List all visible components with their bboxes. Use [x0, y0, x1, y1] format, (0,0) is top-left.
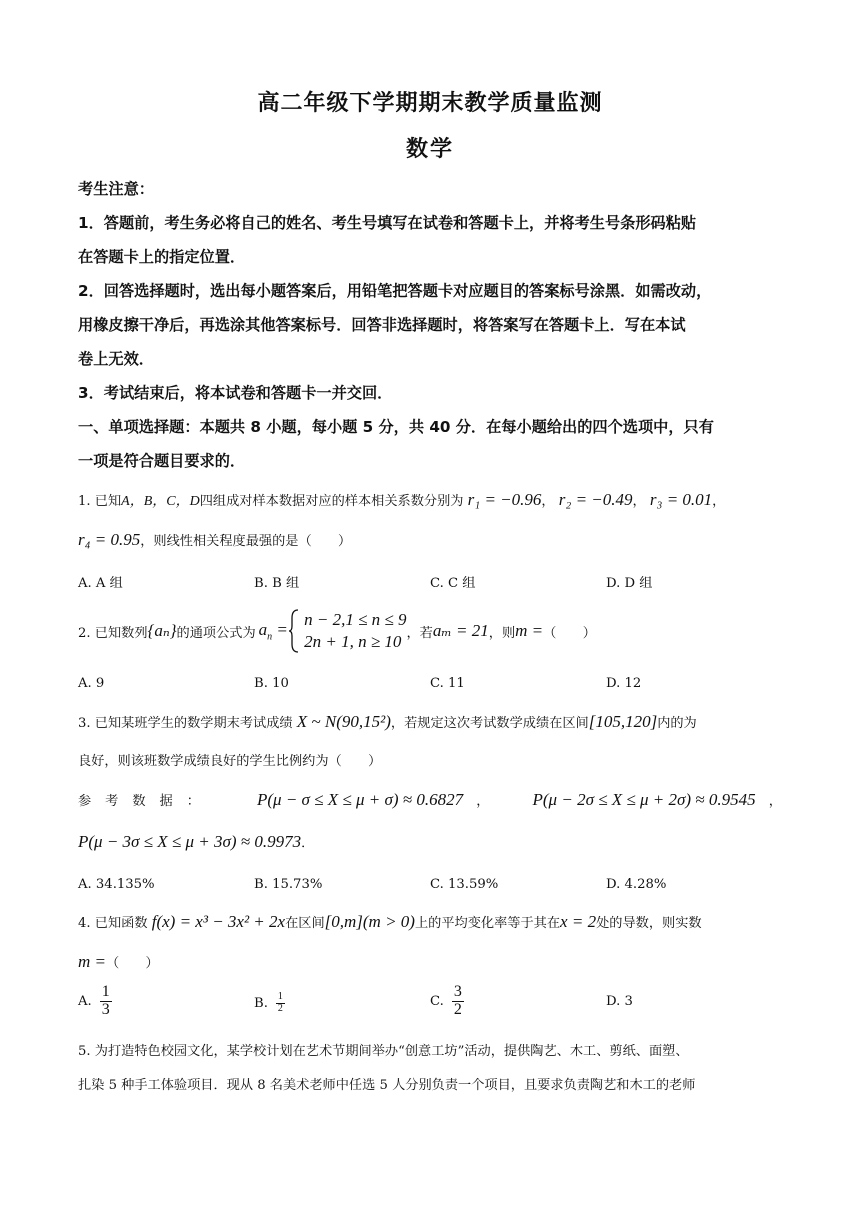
q4-option-d: D. 3 — [606, 994, 633, 1009]
section-1-line-2: 一项是符合题目要求的． — [78, 452, 246, 470]
q2-stem-c: ，若 — [406, 625, 433, 641]
q1-r4: r₄ = 0.95 — [78, 530, 141, 549]
q3-ref-2: P(μ − 2σ ≤ X ≤ μ + 2σ) ≈ 0.9545 — [532, 790, 756, 809]
q2-am: aₘ = 21 — [432, 621, 489, 640]
q3-option-d: D. 4.28% — [606, 877, 667, 892]
q3-option-c: C. 13.59% — [430, 877, 499, 892]
notice-item-2-line-1: 2．回答选择题时，选出每小题答案后，用铅笔把答题卡对应题目的答案标号涂黑．如需改动， — [78, 282, 712, 300]
q3-interval: [105,120] — [588, 712, 658, 731]
q2-seq: {aₙ} — [147, 621, 177, 640]
q1-stem-a: 1. 已知 — [78, 494, 122, 509]
q3-stem-a: 3. 已知某班学生的数学期末考试成绩 — [78, 716, 293, 731]
q4-stem-b: 在区间 — [285, 916, 325, 931]
exam-title: 高二年级下学期期末教学质量监测 — [257, 91, 603, 116]
q2-case-1: n − 2,1 ≤ n ≤ 9 — [304, 610, 407, 629]
q4-option-b-fraction: $\frac{1}{2}$ — [277, 991, 283, 1014]
q2-case-2: 2n + 1, n ≥ 10 — [304, 632, 402, 651]
q3-reference-line: 参考数据： P(μ − σ ≤ X ≤ μ + σ) ≈ 0.6827 ， P(μ − 2σ ≤ X ≤ μ + 2σ) ≈ 0.9545 ， — [78, 790, 782, 809]
q5-stem-line-2: 扎染 5 种手工体验项目．现从 8 名美术老师中任选 5 人分别负责一个项目，且要求负责陶艺和木工的老师 — [78, 1078, 696, 1093]
q3-stem-line-2: 良好，则该班数学成绩良好的学生比例约为（ ） — [78, 754, 382, 769]
q1-option-d: D. D 组 — [606, 576, 653, 591]
notice-item-3: 3．考试结束后，将本试卷和答题卡一并交回． — [78, 384, 393, 402]
q2-option-b: B. 10 — [254, 676, 289, 691]
q3-stem-line-1 — [78, 712, 697, 732]
q4-option-a-fraction: $\frac{1}{3}$ — [101, 983, 110, 1018]
notice-heading: 考生注意： — [78, 180, 154, 198]
q2-option-d: D. 12 — [606, 676, 642, 691]
q4-option-c: C. $\frac{3}{2}$ — [430, 983, 462, 1018]
q3-ref-label: 参考数据： — [78, 794, 214, 809]
q1-stem-b: 四组成对样本数据对应的样本相关系数分别为 — [199, 494, 464, 509]
q2-m: m = — [515, 621, 544, 640]
q1-r1: r₁ = −0.96 — [467, 490, 542, 509]
q3-ref-3: P(μ − 3σ ≤ X ≤ μ + 3σ) ≈ 0.9973 — [78, 832, 302, 851]
q3-option-b: B. 15.73% — [254, 877, 323, 892]
q4-stem-line-1 — [78, 912, 702, 932]
q2-stem-a: 2. 已知数列 — [78, 625, 148, 641]
notice-item-1-line-1: 1．答题前，考生务必将自己的姓名、考生号填写在试卷和答题卡上，并将考生号条形码粘贴 — [78, 214, 697, 232]
q3-ref-1: P(μ − σ ≤ X ≤ μ + σ) ≈ 0.6827 — [256, 790, 464, 809]
q4-func: f(x) = x³ − 3x² + 2x — [151, 912, 286, 931]
q1-stem-line-2 — [78, 530, 351, 550]
q4-option-b: B. $\frac{1}{2}$ — [254, 991, 283, 1014]
brace-icon — [288, 608, 300, 654]
q1-r2: r₂ = −0.49 — [558, 490, 633, 509]
q4-option-a: A. $\frac{1}{3}$ — [78, 983, 110, 1018]
q4-stem-c: 上的平均变化率等于其在 — [414, 916, 561, 931]
notice-item-1-line-2: 在答题卡上的指定位置． — [78, 248, 246, 266]
q2-stem-e: （ ） — [543, 625, 596, 641]
q1-option-b: B. B 组 — [254, 576, 300, 591]
q2-stem-d: ，则 — [488, 625, 516, 641]
q2-piecewise — [288, 608, 407, 654]
q1-option-a: A. A 组 — [78, 576, 123, 591]
q4-stem-line-2 — [78, 952, 159, 972]
q4-stem-d: 处的导数，则实数 — [596, 916, 702, 931]
q4-stem-a: 4. 已知函数 — [78, 916, 148, 931]
q4-stem-e: （ ） — [106, 956, 159, 971]
notice-item-2-line-2: 用橡皮擦干净后，再选涂其他答案标号．回答非选择题时，将答案写在答题卡上．写在本试 — [78, 316, 686, 334]
q1-stem-line-1: 1. 已知A，B，C，D四组成对样本数据对应的样本相关系数分别为 r₁ = −0.96， r₂ = −0.49， r₃ = 0.01， — [78, 490, 726, 509]
q1-groups: A，B，C，D — [121, 494, 200, 509]
notice-item-2-line-3: 卷上无效． — [78, 350, 154, 368]
q4-interval: [0,m](m > 0) — [324, 912, 415, 931]
q5-stem-line-1: 5. 为打造特色校园文化，某学校计划在艺术节期间举办“创意工坊”活动，提供陶艺、木工、剪纸、面塑、 — [78, 1044, 689, 1059]
q3-dist: X ~ N(90,15²) — [296, 712, 391, 731]
q3-option-a: A. 34.135% — [78, 877, 155, 892]
q2-stem: 2. 已知数列 {aₙ} 的通项公式为 $a_n$ = n − 2,1 ≤ n ≤ 9 2n + 1, n ≥ 10 ，若 aₘ = 21 ，则 m = （ ） — [78, 606, 596, 656]
q2-stem-b: 的通项公式为 — [176, 625, 256, 641]
q2-option-c: C. 11 — [430, 676, 465, 691]
section-1-line-1: 一、单项选择题：本题共 8 小题，每小题 5 分，共 40 分．在每小题给出的四个选项中，只有 — [78, 418, 714, 436]
q3-stem-b: ，若规定这次考试数学成绩在区间 — [390, 716, 589, 731]
q4-option-c-fraction: $\frac{3}{2}$ — [453, 983, 462, 1018]
q1-stem-c: ，则线性相关程度最强的是（ ） — [140, 534, 352, 549]
q4-point: x = 2 — [560, 912, 597, 931]
exam-subject: 数学 — [405, 137, 454, 162]
q3-reference-line-2: P(μ − 3σ ≤ X ≤ μ + 3σ) ≈ 0.9973． — [78, 832, 315, 851]
q1-r3: r₃ = 0.01 — [649, 490, 713, 509]
q4-m: m = — [78, 952, 106, 971]
q1-option-c: C. C 组 — [430, 576, 476, 591]
q2-option-a: A. 9 — [78, 676, 105, 691]
q3-stem-c: 内的为 — [657, 716, 697, 731]
